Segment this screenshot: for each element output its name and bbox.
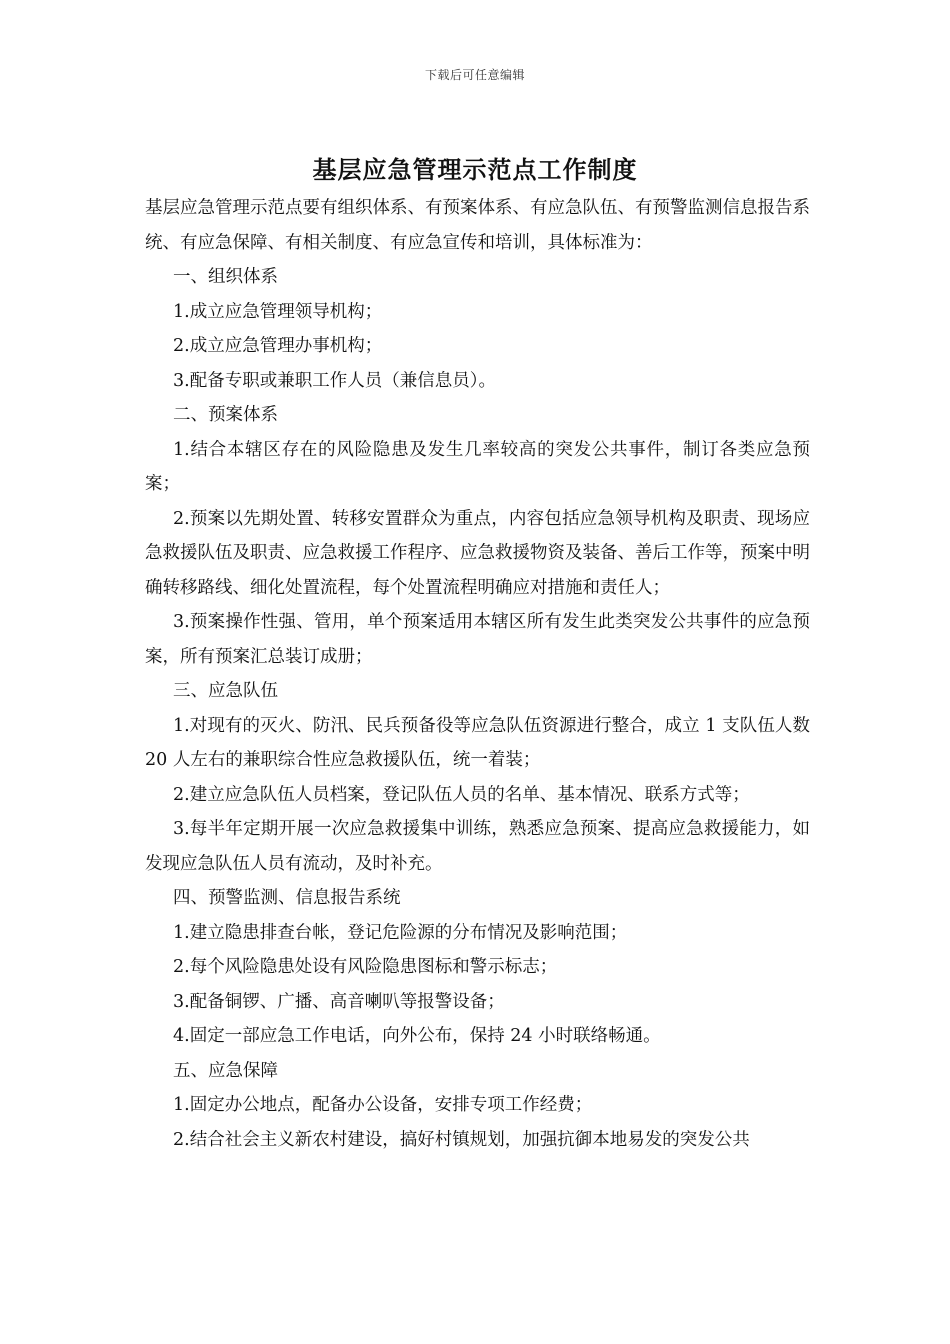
- paragraph: 3.预案操作性强、管用，单个预案适用本辖区所有发生此类突发公共事件的应急预案，所有预案汇总装订成册；: [145, 612, 810, 667]
- paragraph: 基层应急管理示范点要有组织体系、有预案体系、有应急队伍、有预警监测信息报告系统、有应急保障、有相关制度、有应急宣传和培训，具体标准为：: [145, 198, 810, 253]
- paragraph: 1.成立应急管理领导机构；: [173, 301, 383, 322]
- paragraph: 1.对现有的灭火、防汛、民兵预备役等应急队伍资源进行整合，成立 1 支队伍人数 20 人左右的兼职综合性应急救援队伍，统一着装；: [145, 715, 810, 770]
- paragraph: 四、预警监测、信息报告系统: [173, 888, 401, 908]
- paragraph: 五、应急保障: [173, 1060, 278, 1081]
- paragraph: 2.建立应急队伍人员档案，登记队伍人员的名单、基本情况、联系方式等；: [173, 784, 750, 805]
- document-body: [145, 191, 810, 1157]
- paragraph: 3.配备铜锣、广播、高音喇叭等报警设备；: [173, 991, 505, 1012]
- paragraph: 2.成立应急管理办事机构；: [173, 336, 383, 356]
- header-note: 下载后可任意编辑: [424, 68, 525, 82]
- paragraph: 2.每个风险隐患处设有风险隐患图标和警示标志；: [173, 957, 558, 977]
- paragraph: 二、预案体系: [173, 405, 278, 425]
- paragraph: 3.配备专职或兼职工作人员（兼信息员）。: [173, 370, 496, 391]
- paragraph: 1.固定办公地点，配备办公设备，安排专项工作经费；: [173, 1095, 593, 1115]
- paragraph: 1.建立隐患排查台帐，登记危险源的分布情况及影响范围；: [173, 922, 628, 943]
- paragraph: 2.预案以先期处置、转移安置群众为重点，内容包括应急领导机构及职责、现场应急救援队伍及职责、应急救援工作程序、应急救援物资及装备、善后工作等，预案中明确转移路线、细化处置流程，每个处置流程明确应对措施和责任人；: [145, 508, 810, 598]
- paragraph: 三、应急队伍: [173, 681, 278, 701]
- paragraph: 2.结合社会主义新农村建设，搞好村镇规划，加强抗御本地易发的突发公共: [173, 1129, 750, 1150]
- document-title: 基层应急管理示范点工作制度: [312, 155, 638, 184]
- paragraph: 1.结合本辖区存在的风险隐患及发生几率较高的突发公共事件，制订各类应急预案；: [145, 439, 810, 494]
- paragraph: 4.固定一部应急工作电话，向外公布，保持 24 小时联络畅通。: [173, 1026, 661, 1046]
- paragraph: 3.每半年定期开展一次应急救援集中训练，熟悉应急预案、提高应急救援能力，如发现应急队伍人员有流动，及时补充。: [145, 819, 810, 874]
- paragraph: 一、组织体系: [173, 267, 278, 287]
